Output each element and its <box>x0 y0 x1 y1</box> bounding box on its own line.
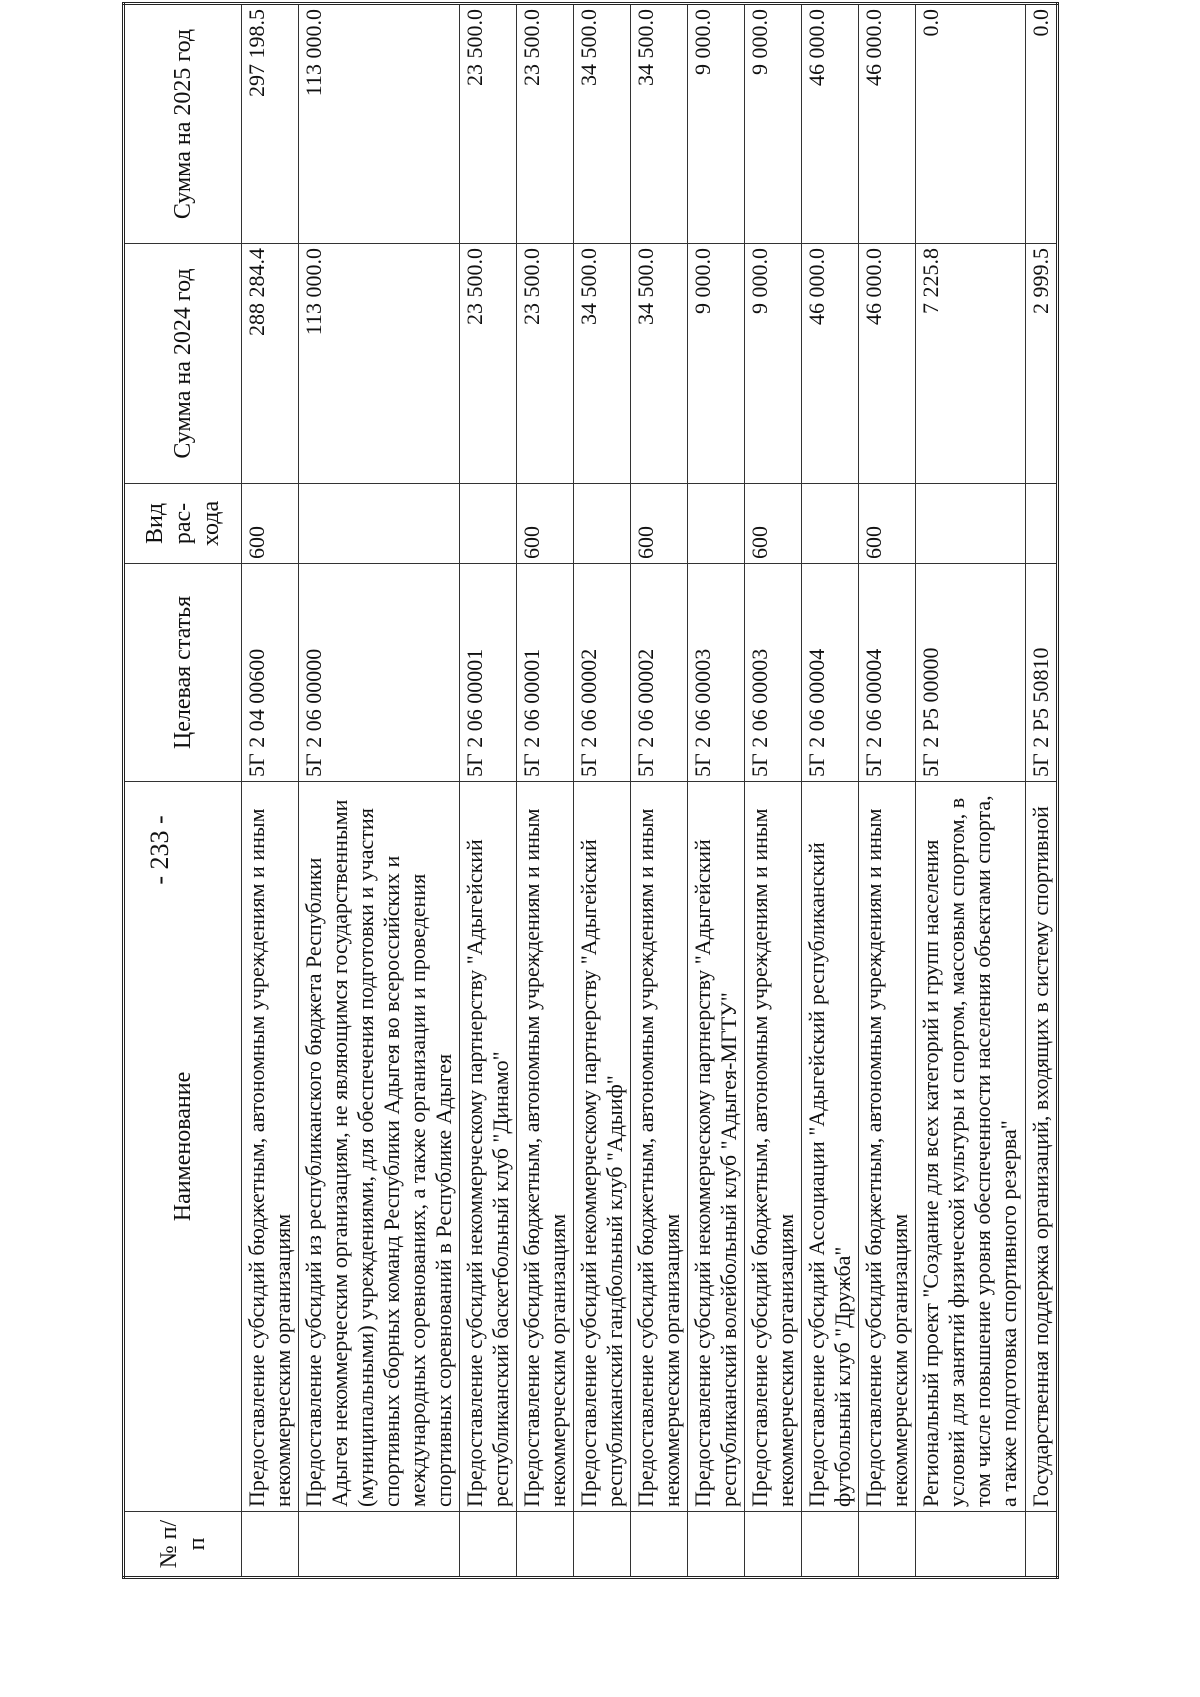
row-type: 600 <box>631 484 688 564</box>
table-row <box>242 4 299 1578</box>
row-sum-2024: 7 225.8 <box>916 244 1026 484</box>
page-number: - 233 - <box>145 815 174 885</box>
row-sum-2024: 34 500.0 <box>574 244 631 484</box>
row-no <box>460 1512 517 1578</box>
row-code: 5Г 2 06 00003 <box>688 564 745 782</box>
row-no <box>631 1512 688 1578</box>
row-sum-2024: 9 000.0 <box>688 244 745 484</box>
row-type: 600 <box>859 484 916 564</box>
table-body <box>242 4 1058 1578</box>
row-type: 600 <box>745 484 802 564</box>
row-sum-2024: 113 000.0 <box>299 244 460 484</box>
table-row <box>517 4 574 1578</box>
table-row <box>688 4 745 1578</box>
row-name: Предоставление субсидий бюджетным, автономным учреждениям и иным некоммерческим организациям <box>517 782 574 1512</box>
header-code: Целевая статья <box>124 564 242 782</box>
row-code: 5Г 2 06 00001 <box>460 564 517 782</box>
row-name: Предоставление субсидий из республиканского бюджета Республики Адыгея некоммерческим организациям, не являющимся государственными (муниципальными) учреждениями, для обеспечения подготовки и участия спортивных сборных команд Республики Адыгея во всероссийских и международных соревнованиях, а также организации и проведения спортивных соревнований в Республике Адыгея <box>299 782 460 1512</box>
row-code: 5Г 2 06 00002 <box>574 564 631 782</box>
row-name: Государственная поддержка организаций, входящих в систему спортивной <box>1026 782 1058 1512</box>
row-no <box>688 1512 745 1578</box>
row-no <box>517 1512 574 1578</box>
row-type <box>802 484 859 564</box>
row-sum-2025: 297 198.5 <box>242 4 299 244</box>
row-code: 5Г 2 Р5 00000 <box>916 564 1026 782</box>
row-name: Предоставление субсидий бюджетным, автономным учреждениям и иным некоммерческим организациям <box>242 782 299 1512</box>
row-code: 5Г 2 06 00002 <box>631 564 688 782</box>
row-code: 5Г 2 Р5 50810 <box>1026 564 1058 782</box>
row-no <box>242 1512 299 1578</box>
row-name: Предоставление субсидий некоммерческому партнерству "Адыгейский республиканский волейбольный клуб "Адыгея-МГТУ" <box>688 782 745 1512</box>
rotated-table-wrapper <box>122 5 1052 1579</box>
row-type <box>574 484 631 564</box>
row-name: Предоставление субсидий некоммерческому партнерству "Адыгейский республиканский баскетбольный клуб "Динамо" <box>460 782 517 1512</box>
header-sum-2025: Сумма на 2025 год <box>124 4 242 244</box>
row-code: 5Г 2 04 00600 <box>242 564 299 782</box>
table-row <box>745 4 802 1578</box>
table-row <box>299 4 460 1578</box>
row-code: 5Г 2 06 00004 <box>802 564 859 782</box>
row-no <box>1026 1512 1058 1578</box>
row-name: Предоставление субсидий бюджетным, автономным учреждениям и иным некоммерческим организациям <box>859 782 916 1512</box>
header-row <box>124 4 242 1578</box>
row-code: 5Г 2 06 00000 <box>299 564 460 782</box>
row-sum-2024: 9 000.0 <box>745 244 802 484</box>
row-type <box>299 484 460 564</box>
row-sum-2025: 0.0 <box>1026 4 1058 244</box>
row-sum-2024: 2 999.5 <box>1026 244 1058 484</box>
row-sum-2025: 113 000.0 <box>299 4 460 244</box>
row-sum-2025: 9 000.0 <box>688 4 745 244</box>
header-name: Наименование <box>124 782 242 1512</box>
row-name: Предоставление субсидий бюджетным, автономным учреждениям и иным некоммерческим организациям <box>745 782 802 1512</box>
table-row <box>859 4 916 1578</box>
row-sum-2024: 46 000.0 <box>859 244 916 484</box>
row-code: 5Г 2 06 00003 <box>745 564 802 782</box>
header-type: Вид рас- хода <box>124 484 242 564</box>
row-sum-2024: 23 500.0 <box>460 244 517 484</box>
row-sum-2024: 23 500.0 <box>517 244 574 484</box>
row-sum-2024: 46 000.0 <box>802 244 859 484</box>
row-sum-2025: 23 500.0 <box>517 4 574 244</box>
row-no <box>574 1512 631 1578</box>
table-row <box>631 4 688 1578</box>
row-sum-2025: 23 500.0 <box>460 4 517 244</box>
row-sum-2025: 46 000.0 <box>802 4 859 244</box>
row-type: 600 <box>517 484 574 564</box>
row-name: Предоставление субсидий некоммерческому партнерству "Адыгейский республиканский гандбольный клуб "Адыиф" <box>574 782 631 1512</box>
row-no <box>859 1512 916 1578</box>
row-sum-2025: 46 000.0 <box>859 4 916 244</box>
row-type <box>916 484 1026 564</box>
table-row <box>1026 4 1058 1578</box>
row-sum-2025: 9 000.0 <box>745 4 802 244</box>
row-type: 600 <box>242 484 299 564</box>
header-no: № п/п <box>124 1512 242 1578</box>
row-name: Предоставление субсидий Ассоциации "Адыгейский республиканский футбольный клуб "Дружба" <box>802 782 859 1512</box>
table-row <box>916 4 1026 1578</box>
row-no <box>802 1512 859 1578</box>
row-no <box>745 1512 802 1578</box>
row-code: 5Г 2 06 00004 <box>859 564 916 782</box>
row-no <box>916 1512 1026 1578</box>
budget-table <box>122 2 1059 1579</box>
row-name: Предоставление субсидий бюджетным, автономным учреждениям и иным некоммерческим организациям <box>631 782 688 1512</box>
table-row <box>802 4 859 1578</box>
table-row <box>574 4 631 1578</box>
row-type <box>460 484 517 564</box>
table-row <box>460 4 517 1578</box>
header-sum-2024: Сумма на 2024 год <box>124 244 242 484</box>
row-sum-2025: 0.0 <box>916 4 1026 244</box>
row-sum-2024: 288 284.4 <box>242 244 299 484</box>
table-header <box>124 4 242 1578</box>
row-no <box>299 1512 460 1578</box>
row-sum-2024: 34 500.0 <box>631 244 688 484</box>
row-type <box>1026 484 1058 564</box>
row-sum-2025: 34 500.0 <box>631 4 688 244</box>
row-name: Региональный проект "Создание для всех категорий и групп населения условий для занятий физической культуры и спортом, массовым спортом, в том числе повышение уровня обеспеченности населения объектами спорта, а также подготовка спортивного резерва" <box>916 782 1026 1512</box>
row-sum-2025: 34 500.0 <box>574 4 631 244</box>
row-type <box>688 484 745 564</box>
row-code: 5Г 2 06 00001 <box>517 564 574 782</box>
